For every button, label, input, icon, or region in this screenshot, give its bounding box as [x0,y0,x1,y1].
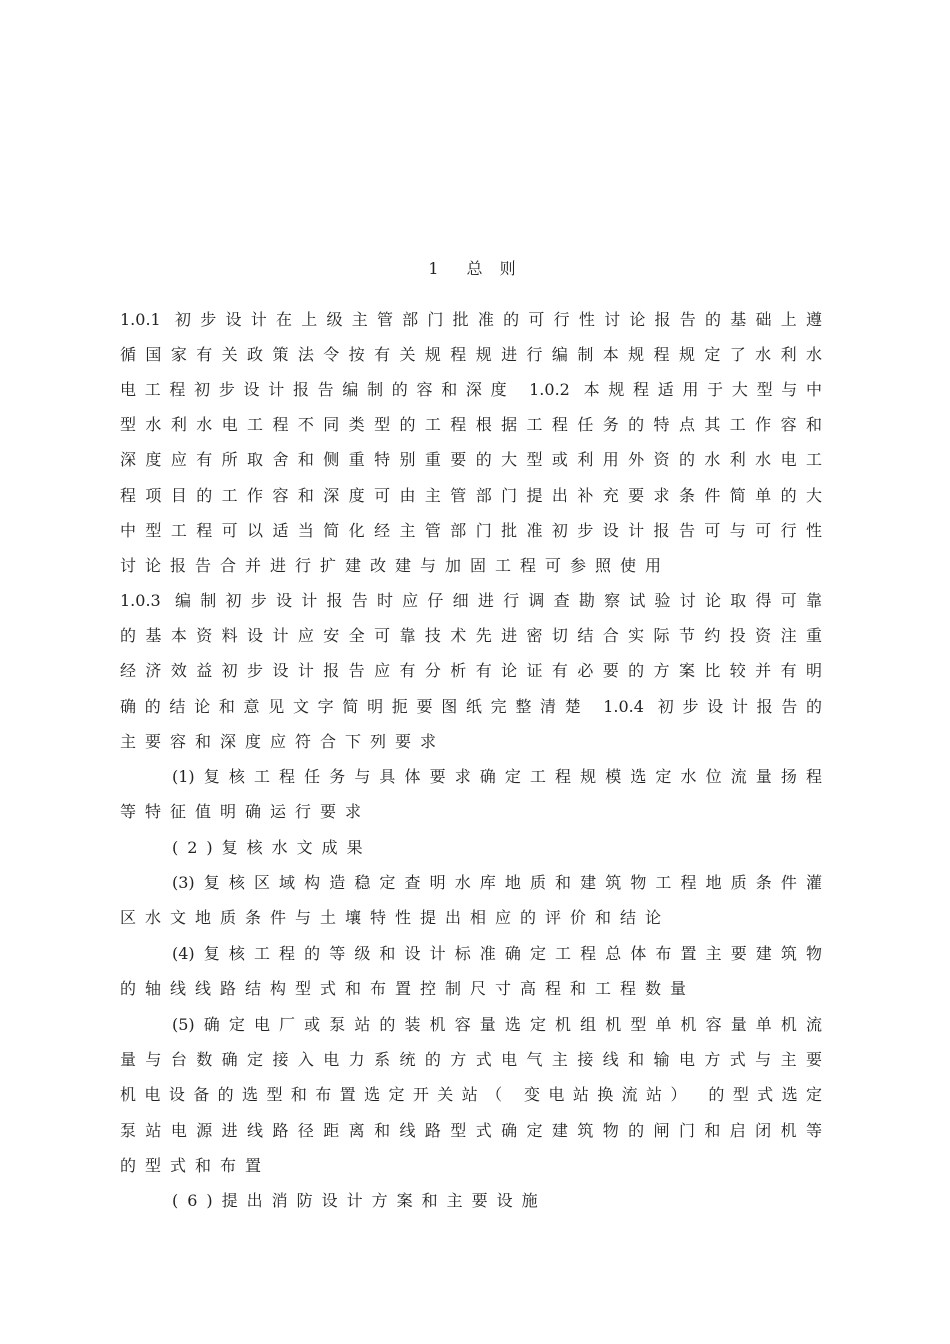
body-line: 的基本资料设计应安全可靠技术先进密切结合实际节约投资注重 [120,626,822,645]
body-line: 程项目的工作容和深度可由主管部门提出补充要求条件简单的大 [120,486,822,505]
body-line: 型水利水电工程不同类型的工程根据工程任务的特点其工作容和 [120,415,822,434]
list-item-line: (1)复核工程任务与具体要求确定工程规模选定水位流量扬程 [172,767,822,786]
list-item-line: 的型式和布置 [120,1156,271,1175]
body-line: 循国家有关政策法令按有关规程规进行编制本规程规定了水利水 [120,345,822,364]
list-item-line: 区水文地质条件与土壤特性提出相应的评价和结论 [120,908,671,927]
list-item-line: 机电设备的选型和布置选定开关站（ 变电站换流站） 的型式选定 [120,1085,822,1104]
body-line: 电工程初步设计报告编制的容和深度 1.0.2 本规程适用于大型与中 [120,380,822,399]
body-line: 1.0.1 初步设计在上级主管部门批准的可行性讨论报告的基础上遵 [120,310,822,329]
list-item-line: 的轴线线路结构型式和布置控制尺寸高程和工程数量 [120,979,696,998]
body-line: 讨论报告合并进行扩建改建与加固工程可参照使用 [120,556,671,575]
list-item-line: (2)复核水文成果 [172,838,372,857]
list-item-line: 量与台数确定接入电力系统的方式电气主接线和输电方式与主要 [120,1050,822,1069]
body-line: 深度应有所取舍和侧重特别重要的大型或利用外资的水利水电工 [120,450,822,469]
body-line: 中型工程可以适当简化经主管部门批准初步设计报告可与可行性 [120,521,822,540]
body-line: 1.0.3 编制初步设计报告时应仔细进行调查勘察试验讨论取得可靠 [120,591,822,610]
list-item-line: 泵站电源进线路径距离和线路型式确定建筑物的闸门和启闭机等 [120,1121,822,1140]
body-line: 确的结论和意见文字简明扼要图纸完整清楚 1.0.4 初步设计报告的 [120,697,822,716]
list-item-line: (5)确定电厂或泵站的装机容量选定机组机型单机容量单机流 [172,1015,822,1034]
list-item-line: 等特征值明确运行要求 [120,802,371,821]
section-title: 1 总 则 [428,259,522,278]
list-item-line: (4)复核工程的等级和设计标准确定工程总体布置主要建筑物 [172,944,822,963]
list-item-line: (6)提出消防设计方案和主要设施 [172,1191,547,1210]
body-line: 主要容和深度应符合下列要求 [120,732,446,751]
body-line: 经济效益初步设计报告应有分析有论证有必要的方案比较并有明 [120,661,822,680]
list-item-line: (3)复核区域构造稳定查明水库地质和建筑物工程地质条件灌 [172,873,822,892]
